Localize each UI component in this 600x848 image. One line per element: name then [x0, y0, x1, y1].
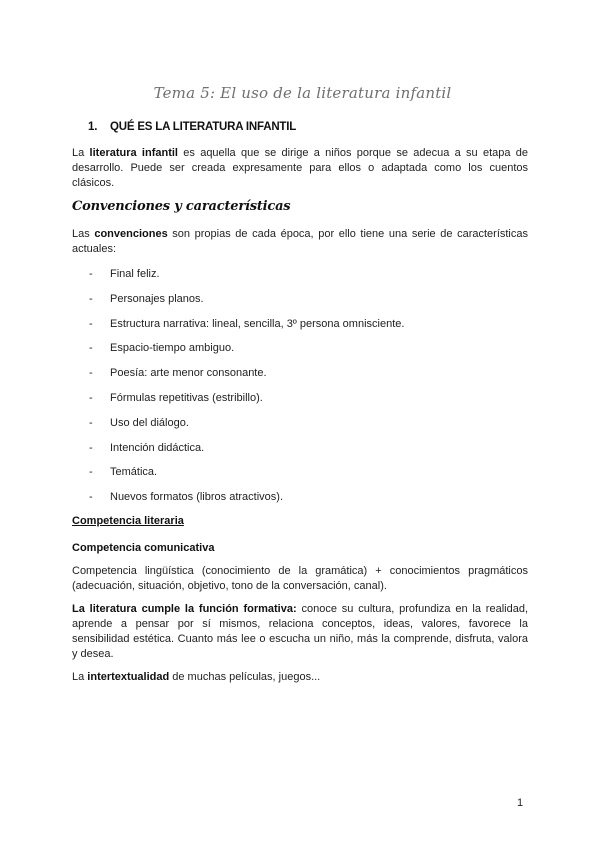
list-dash: -	[89, 317, 93, 330]
intertextualidad-bold-term: intertextualidad	[87, 671, 170, 683]
list-item	[72, 292, 528, 317]
subheading-convenciones: Convenciones y características	[72, 199, 291, 214]
funcion-paragraph	[72, 602, 528, 662]
list-dash: -	[89, 292, 93, 305]
list-item-text: Fórmulas repetitivas (estribillo).	[110, 391, 263, 404]
document-title: Tema 5: El uso de la literatura infantil	[153, 84, 452, 102]
intro-pre: La	[72, 147, 90, 159]
list-item-text: Nuevos formatos (libros atractivos).	[110, 491, 283, 504]
list-item	[72, 465, 528, 490]
list-item-text: Poesía: arte menor consonante.	[110, 367, 267, 380]
list-item	[72, 317, 528, 342]
list-item	[72, 490, 528, 515]
list-item	[72, 267, 528, 292]
intertextualidad-paragraph	[72, 670, 528, 685]
funcion-post: conoce su cultura, profundiza en la realidad, aprende a pensar por sí mismos, relaciona conceptos, ideas, valores, favorece la sensibilidad estética. Cuanto más lee o escucha un niño, más la comprende, disfruta, valora y desea.	[72, 603, 528, 660]
list-item-text: Temática.	[110, 466, 158, 479]
page-number: 1	[517, 797, 524, 809]
conventions-bold-term: convenciones	[94, 228, 168, 240]
list-item	[72, 416, 528, 441]
competencia-literaria-heading: Competencia literaria	[72, 515, 184, 527]
characteristics-list	[72, 267, 528, 515]
list-item	[72, 341, 528, 366]
section-number: 1.	[88, 121, 98, 133]
competencia-paragraph: Competencia lingüística (conocimiento de la gramática) + conocimientos pragmáticos (adecuación, situación, objetivo, tono de la conversación, canal).	[72, 565, 528, 592]
list-dash: -	[89, 491, 93, 504]
list-item-text: Uso del diálogo.	[110, 416, 189, 429]
intro-post: es aquella que se dirige a niños porque se adecua a su etapa de desarrollo. Puede ser creada expresamente para ellos o adaptada como los cuentos clásicos.	[72, 147, 529, 189]
list-item	[72, 366, 528, 391]
conventions-post: son propias de cada época, por ello tiene una serie de características actuales:	[72, 228, 528, 255]
list-dash: -	[89, 466, 93, 479]
intro-bold-term: literatura infantil	[89, 147, 178, 159]
list-dash: -	[89, 441, 93, 454]
list-dash: -	[89, 391, 93, 404]
funcion-bold-lead: La literatura cumple la función formativa:	[72, 603, 297, 615]
list-item-text: Espacio-tiempo ambiguo.	[110, 342, 235, 355]
list-item	[72, 391, 528, 416]
section-heading-text: QUÉ ES LA LITERATURA INFANTIL	[110, 121, 297, 133]
list-dash: -	[89, 367, 93, 380]
section-heading	[88, 121, 296, 133]
list-dash: -	[89, 268, 93, 280]
list-item-text: Estructura narrativa: lineal, sencilla, 3º persona omnisciente.	[110, 317, 405, 330]
list-item-text: Final feliz.	[110, 268, 160, 280]
list-dash: -	[89, 416, 93, 429]
intro-paragraph	[72, 146, 528, 191]
list-item-text: Intención didáctica.	[110, 441, 205, 454]
intertextualidad-post: de muchas películas, juegos...	[169, 671, 321, 683]
list-item-text: Personajes planos.	[110, 292, 204, 305]
list-dash: -	[89, 342, 93, 355]
intertextualidad-pre: La	[72, 671, 88, 683]
competencia-comunicativa-heading: Competencia comunicativa	[72, 542, 215, 554]
conventions-pre: Las	[72, 228, 95, 240]
conventions-paragraph	[72, 227, 528, 257]
list-item	[72, 441, 528, 466]
